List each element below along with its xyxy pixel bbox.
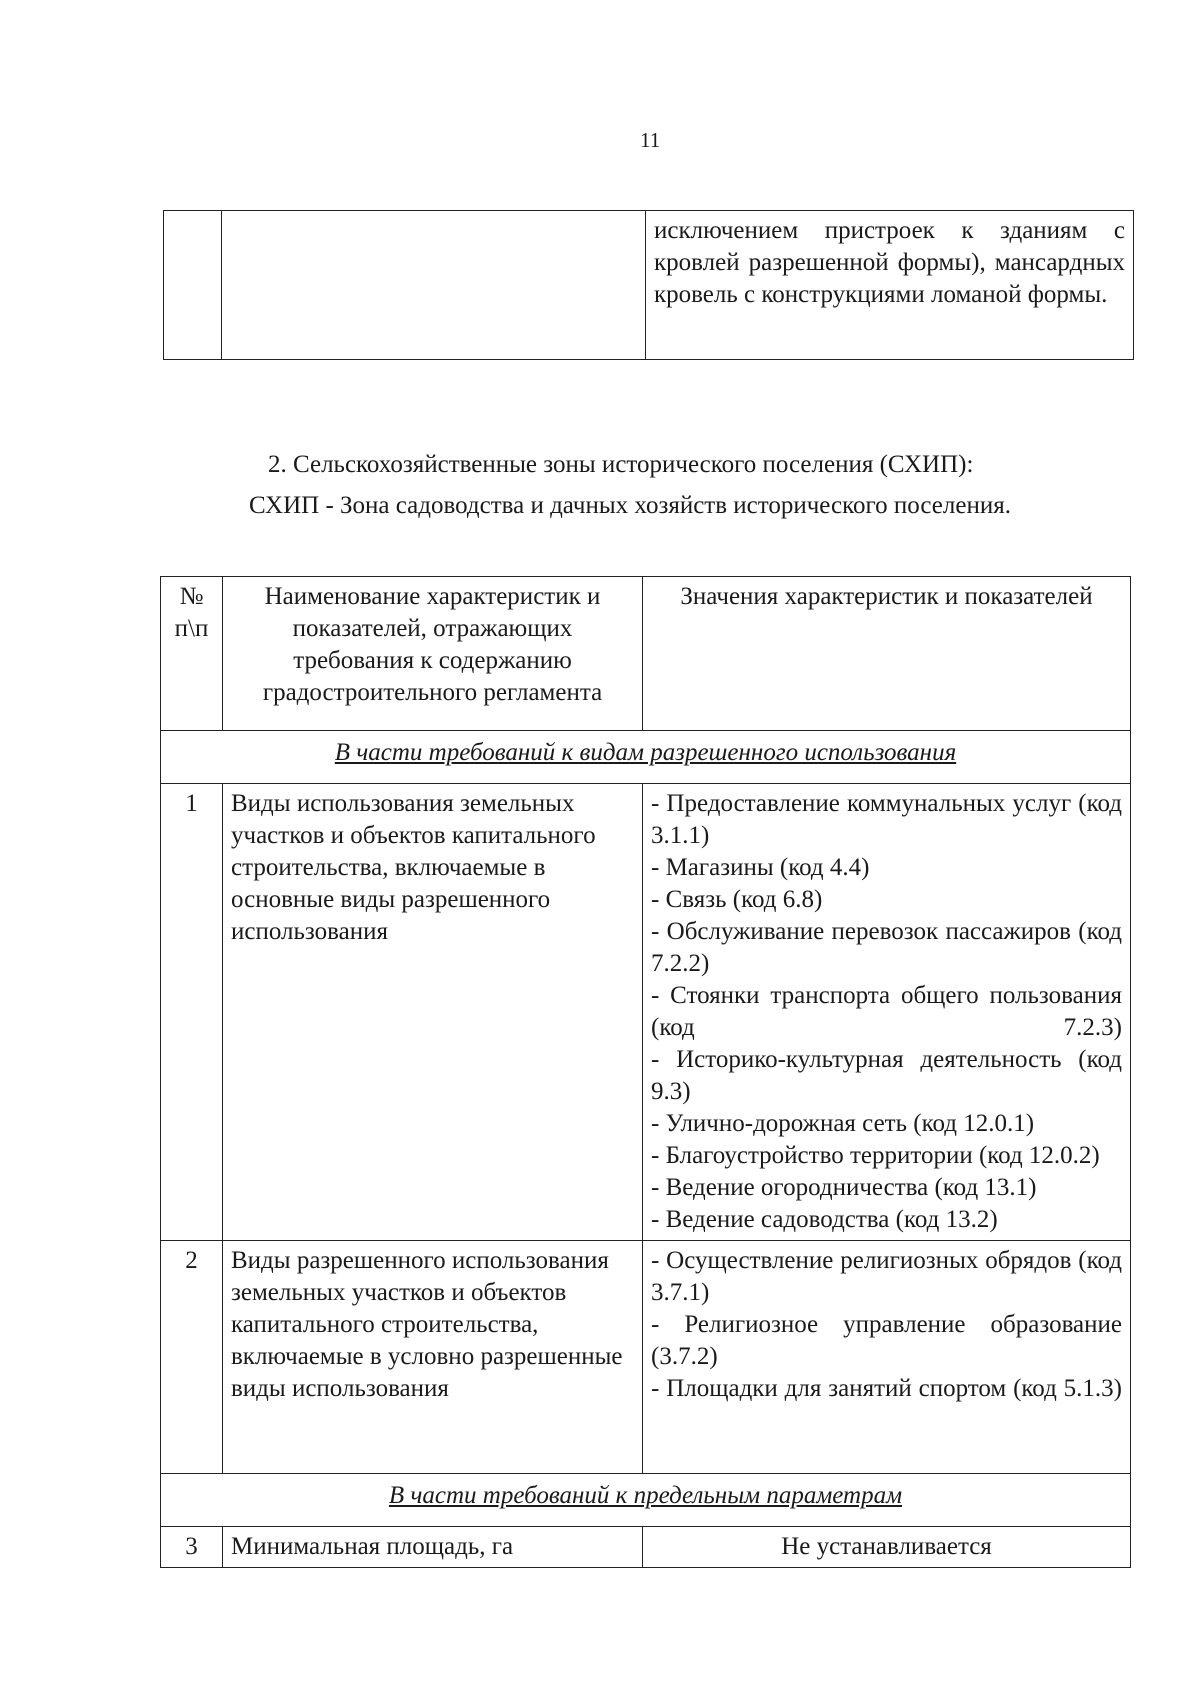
row-name: Виды разрешенного использования земельных участков и объектов капитального строительства, включаемые в условно разрешенные виды использования <box>223 1241 643 1474</box>
list-item: - Историко-культурная деятельность (код 9.3) <box>651 1046 1122 1105</box>
row-num: 1 <box>161 784 223 1241</box>
list-item: - Благоустройство территории (код 12.0.2) <box>651 1142 1100 1169</box>
section-title: В части требований к предельным параметрам <box>161 1474 1131 1527</box>
page-number: 11 <box>640 128 661 152</box>
list-item: - Площадки для занятий спортом (код 5.1.3) <box>651 1375 1122 1402</box>
row-name: Минимальная площадь, га <box>223 1527 643 1568</box>
list-item: - Ведение садоводства (код 13.2) <box>651 1206 998 1233</box>
continued-name-cell <box>222 211 646 360</box>
zone-heading: СХИП - Зона садоводства и дачных хозяйств исторического поселения. <box>249 492 1011 519</box>
continued-value-cell: исключением пристроек к зданиям с кровлей разрешенной формы), мансардных кровель с конструкциями ломаной формы. <box>646 211 1134 360</box>
header-num: № п\п <box>161 577 223 731</box>
header-values: Значения характеристик и показателей <box>643 577 1131 731</box>
list-item: - Ведение огородничества (код 13.1) <box>651 1174 1037 1201</box>
continued-table <box>163 210 1134 360</box>
table-row <box>161 1241 1131 1474</box>
section-row-limit-parameters <box>161 1474 1131 1527</box>
list-item: - Стоянки транспорта общего пользования (код 7.2.3) <box>651 982 1122 1041</box>
section-row-permitted-use <box>161 731 1131 784</box>
row-name: Виды использования земельных участков и объектов капитального строительства, включаемые в основные виды разрешенного использования <box>223 784 643 1241</box>
row-values <box>643 1241 1131 1474</box>
list-item: - Обслуживание перевозок пассажиров (код 7.2.2) <box>651 918 1122 977</box>
list-item: - Связь (код 6.8) <box>651 886 823 913</box>
row-num: 3 <box>161 1527 223 1568</box>
zone-group-heading: 2. Сельскохозяйственные зоны исторического поселения (СХИП): <box>268 451 974 478</box>
row-values <box>643 784 1131 1241</box>
table-header-row <box>161 577 1131 731</box>
table-row <box>161 1527 1131 1568</box>
header-name: Наименование характеристик и показателей, отражающих требования к содержанию градостроительного регламента <box>223 577 643 731</box>
table-row <box>161 784 1131 1241</box>
list-item: - Улично-дорожная сеть (код 12.0.1) <box>651 1110 1035 1137</box>
list-item: - Осуществление религиозных обрядов (код 3.7.1) <box>651 1247 1122 1306</box>
continued-num-cell <box>164 211 222 360</box>
list-item: - Предоставление коммунальных услуг (код 3.1.1) <box>651 790 1122 849</box>
list-item: - Религиозное управление образование (3.7.2) <box>651 1311 1122 1370</box>
list-item: - Магазины (код 4.4) <box>651 854 870 881</box>
row-num: 2 <box>161 1241 223 1474</box>
section-title: В части требований к видам разрешенного использования <box>161 731 1131 784</box>
row-value: Не устанавливается <box>643 1527 1131 1568</box>
regulation-table <box>160 576 1131 1568</box>
